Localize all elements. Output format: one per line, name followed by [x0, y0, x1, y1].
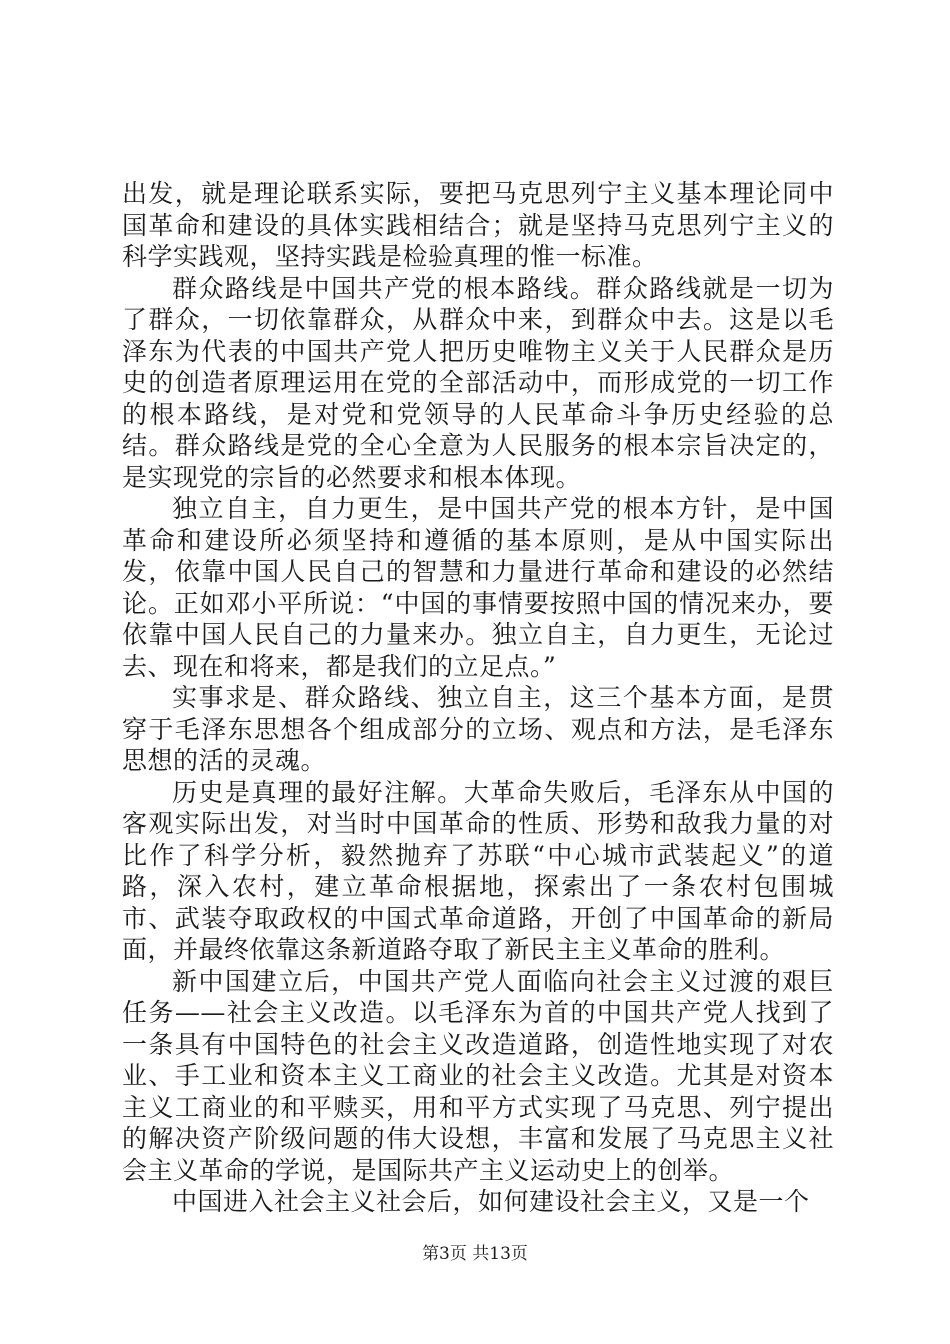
paragraph-3: 独立自主，自力更生，是中国共产党的根本方针，是中国革命和建设所必须坚持和遵循的基本原则，是从中国实际出发，依靠中国人民自己的智慧和力量进行革命和建设的必然结论。正如邓小平所说：“中国的事情要按照中国的情况来办，要依靠中国人民自己的力量来办。独立自主，自力更生，无论过去、现在和将来，都是我们的立足点。” [122, 494, 834, 681]
page-footer: 第3页 共13页 [422, 1244, 528, 1264]
paragraph-6: 新中国建立后，中国共产党人面临向社会主义过渡的艰巨任务——社会主义改造。以毛泽东为首的中国共产党人找到了一条具有中国特色的社会主义改造道路，创造性地实现了对农业、手工业和资本主义工商业的社会主义改造。尤其是对资本主义工商业的和平赎买，用和平方式实现了马克思、列宁提出的解决资产阶级问题的伟大设想，丰富和发展了马克思主义社会主义革命的学说，是国际共产主义运动史上的创举。 [122, 966, 834, 1185]
paragraph-1: 出发，就是理论联系实际，要把马克思列宁主义基本理论同中国革命和建设的具体实践相结合；就是坚持马克思列宁主义的科学实践观，坚持实践是检验真理的惟一标准。 [122, 179, 834, 271]
paragraph-2: 群众路线是中国共产党的根本路线。群众路线就是一切为了群众，一切依靠群众，从群众中来，到群众中去。这是以毛泽东为代表的中国共产党人把历史唯物主义关于人民群众是历史的创造者原理运用在党的全部活动中，而形成党的一切工作的根本路线，是对党和党领导的人民革命斗争历史经验的总结。群众路线是党的全心全意为人民服务的根本宗旨决定的，是实现党的宗旨的必然要求和根本体现。 [122, 273, 834, 492]
paragraph-5: 历史是真理的最好注解。大革命失败后，毛泽东从中国的客观实际出发，对当时中国革命的性质、形势和敌我力量的对比作了科学分析，毅然抛弃了苏联“中心城市武装起义”的道路，深入农村，建立革命根据地，探索出了一条农村包围城市、武装夺取政权的中国式革命道路，开创了中国革命的新局面，并最终依靠这条新道路夺取了新民主主义革命的胜利。 [122, 777, 834, 964]
paragraph-7: 中国进入社会主义社会后，如何建设社会主义，又是一个 [172, 1187, 810, 1216]
paragraph-4: 实事求是、群众路线、独立自主，这三个基本方面，是贯穿于毛泽东思想各个组成部分的立场、观点和方法，是毛泽东思想的活的灵魂。 [122, 683, 834, 775]
document-body [122, 178, 834, 1218]
